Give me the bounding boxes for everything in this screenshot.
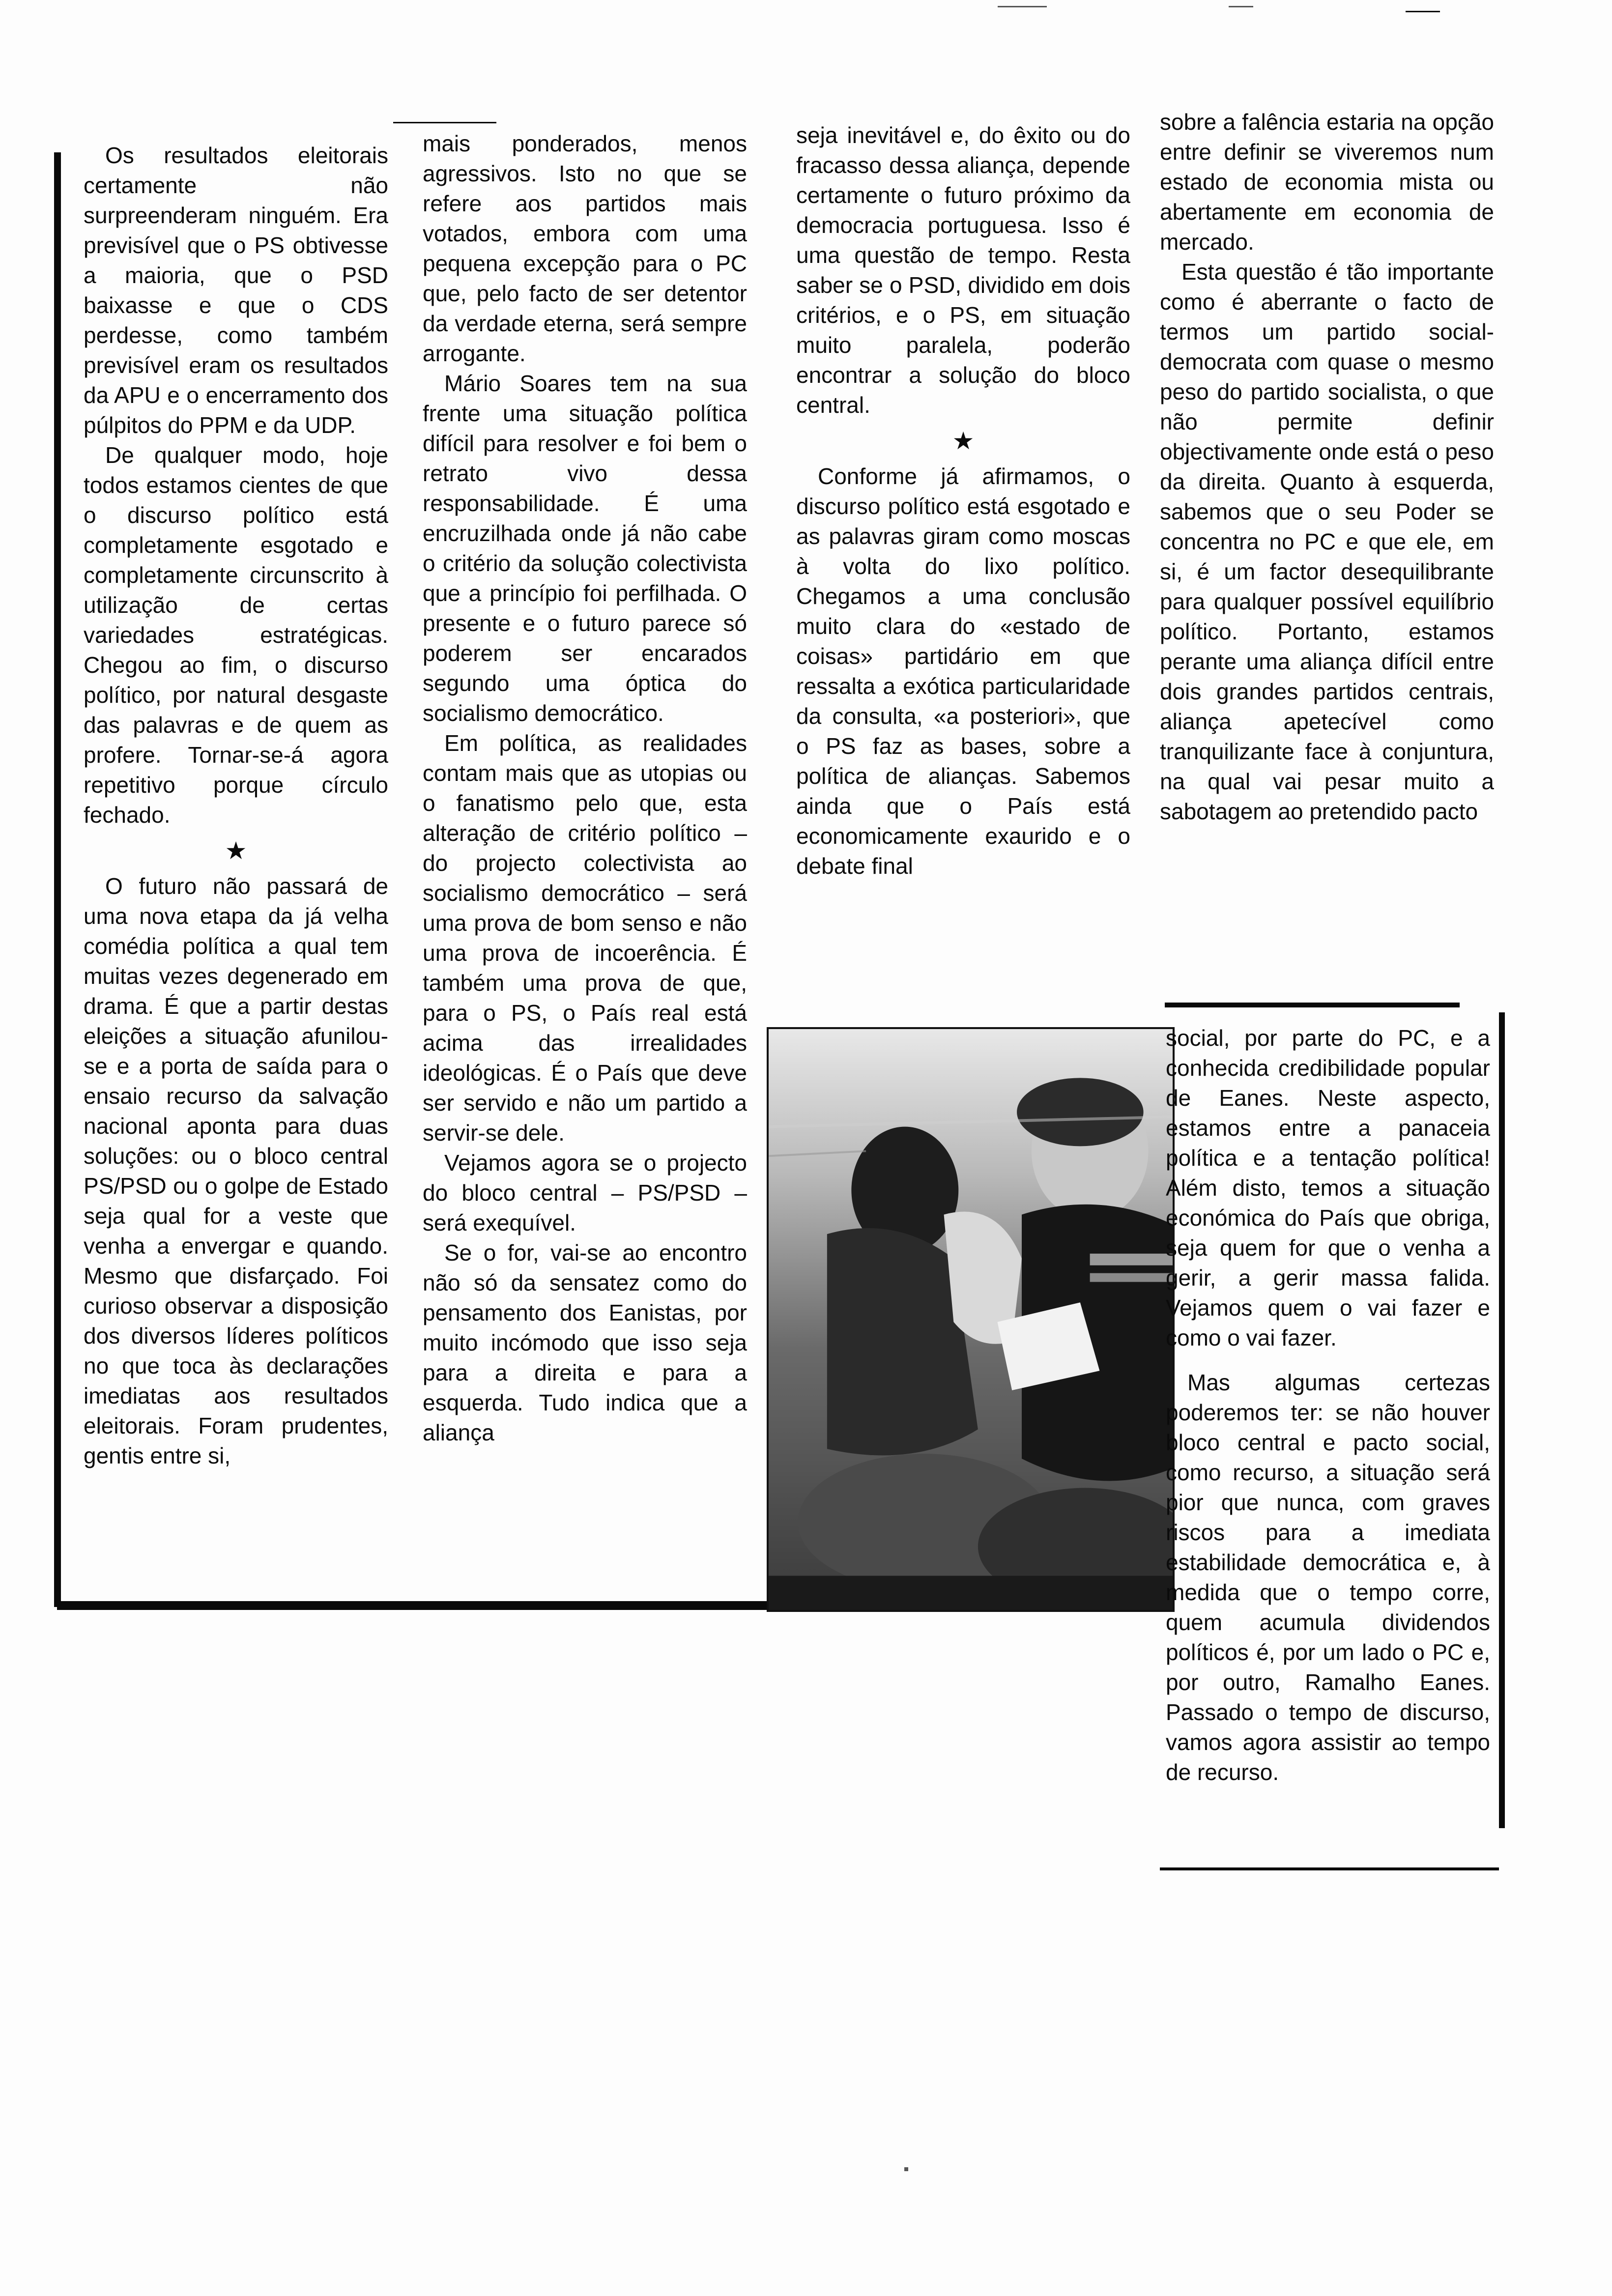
- news-photo: [767, 1027, 1175, 1612]
- scan-speck: [998, 6, 1047, 7]
- column-1: [84, 141, 388, 1471]
- right-border-rule: [1499, 1012, 1505, 1828]
- col5-paragraph-2: Mas algumas certezas poderemos ter: se não houver bloco central e pacto social, como recurso, a situação será pior que nunca, com graves riscos para a imediata estabilidade democrática e, à medida que o tempo corre, quem acumula dividendos políticos é, por um lado o PC e, por outro, Ramalho Eanes. Passado o tempo de discurso, vamos agora assistir ao tempo de recurso.: [1166, 1370, 1490, 1785]
- photo-image: [769, 1029, 1173, 1610]
- scan-speck: [904, 2167, 908, 2171]
- star-separator: ★: [952, 427, 975, 455]
- col4-bottom-rule: [1165, 1003, 1460, 1007]
- col2-paragraph-5: Se o for, vai-se ao encontro não só da sensatez como do pensamento dos Eanistas, por muito incómodo que isso seja para a direita e para a esquerda. Tudo indica que a aliança: [423, 1240, 747, 1445]
- col4-paragraph-1: sobre a falência estaria na opção entre definir se viveremos num estado de economia mista ou abertamente em economia de mercado.: [1160, 109, 1494, 255]
- col2-paragraph-1: mais ponderados, menos agressivos. Isto no que se refere aos partidos mais votados, embora com uma pequena excepção para o PC que, pelo facto de ser detentor da verdade eterna, será sempre arrogante.: [423, 131, 747, 366]
- left-border-rule: [54, 152, 61, 1607]
- column-2: [423, 129, 747, 1448]
- column-4: [1160, 107, 1494, 827]
- col5-paragraph-1: social, por parte do PC, e a conhecida credibilidade popular de Eanes. Neste aspecto, estamos entre a panaceia política e a tentação política! Além disto, temos a situação económica do País que obriga, seja quem for que o venha a gerir, a gerir massa falida. Vejamos quem o vai fazer e como o vai fazer.: [1166, 1025, 1490, 1350]
- col2-paragraph-3: Em política, as realidades contam mais que as utopias ou o fanatismo pelo que, esta alteração de critério político – do projecto colectivista ao socialismo democrático – será uma prova de bom senso e não uma prova de incoerência. É também uma prova de que, para o PS, o País real está acima das irrealidades ideológicas. É o País que deve ser servido e não um partido a servir-se dele.: [423, 730, 747, 1146]
- column-3: [796, 120, 1130, 881]
- col3-paragraph-2: Conforme já afirmamos, o discurso político está esgotado e as palavras giram como moscas à volta do lixo político. Chegamos a uma conclusão muito clara do «estado de coisas» partidário em que ressalta a exótica particularidade da consulta, «a posteriori», que o PS faz as bases, sobre a política de alianças. Sabemos ainda que o País está economicamente exaurido e o debate final: [796, 463, 1130, 879]
- star-separator: ★: [225, 837, 247, 864]
- bottom-border-rule: [57, 1601, 770, 1610]
- col2-paragraph-2: Mário Soares tem na sua frente uma situação política difícil para resolver e foi bem o retrato vivo dessa responsabilidade. É uma encruzilhada onde já não cabe o critério da solução colectivista que a princípio foi perfilhada. O presente e o futuro parece só poderem ser encarados segundo uma óptica do socialismo democrático.: [423, 371, 747, 726]
- col1-paragraph-2: De qualquer modo, hoje todos estamos cientes de que o discurso político está completamente esgotado e completamente circunscrito à utilização de certas variedades estratégicas. Chegou ao fim, o discurso político, por natural desgaste das palavras e de quem as profere. Tornar-se-á agora repetitivo porque círculo fechado.: [84, 442, 388, 828]
- col1-paragraph-3: O futuro não passará de uma nova etapa da já velha comédia política a qual tem muitas vezes degenerado em drama. É que a partir destas eleições a situação afunilou-se e a porta de saída para o ensaio recurso da salvação nacional aponta para duas soluções: ou o bloco central PS/PSD ou o golpe de Estado seja qual for a veste que venha a envergar e quando. Mesmo que disfarçado. Foi curioso observar a disposição dos diversos líderes políticos no que toca às declarações imediatas aos resultados eleitorais. Foram prudentes, gentis entre si,: [84, 873, 388, 1468]
- col5-bottom-rule: [1160, 1867, 1499, 1870]
- corner-rule: [1406, 11, 1440, 12]
- col4-paragraph-2: Esta questão é tão importante como é aberrante o facto de termos um partido social-democrata com quase o mesmo peso do partido socialista, o que não permite definir objectivamente onde está o peso da direita. Quanto à esquerda, sabemos que o seu Poder se concentra no PC e que ele, em si, é um factor desequilibrante para qualquer possível equilíbrio político. Portanto, estamos perante uma aliança difícil entre dois grandes partidos centrais, aliança apetecível como tranquilizante face à conjuntura, na qual vai pesar muito a sabotagem ao pretendido pacto: [1160, 259, 1494, 824]
- scan-speck: [1229, 6, 1253, 7]
- column-5: [1166, 1023, 1490, 1787]
- col2-paragraph-4: Vejamos agora se o projecto do bloco central – PS/PSD – será exequível.: [423, 1150, 747, 1235]
- top-thin-rule: [393, 122, 496, 123]
- col3-paragraph-1: seja inevitável e, do êxito ou do fracasso dessa aliança, depende certamente o futuro próximo da democracia portuguesa. Isso é uma questão de tempo. Resta saber se o PSD, dividido em dois critérios, e o PS, em situação muito paralela, poderão encontrar a solução do bloco central.: [796, 122, 1130, 418]
- col1-paragraph-1: Os resultados eleitorais certamente não surpreenderam ninguém. Era previsível que o PS obtivesse a maioria, que o PSD baixasse e que o CDS perdesse, como também previsível eram os resultados da APU e o encerramento dos púlpitos do PPM e da UDP.: [84, 143, 388, 438]
